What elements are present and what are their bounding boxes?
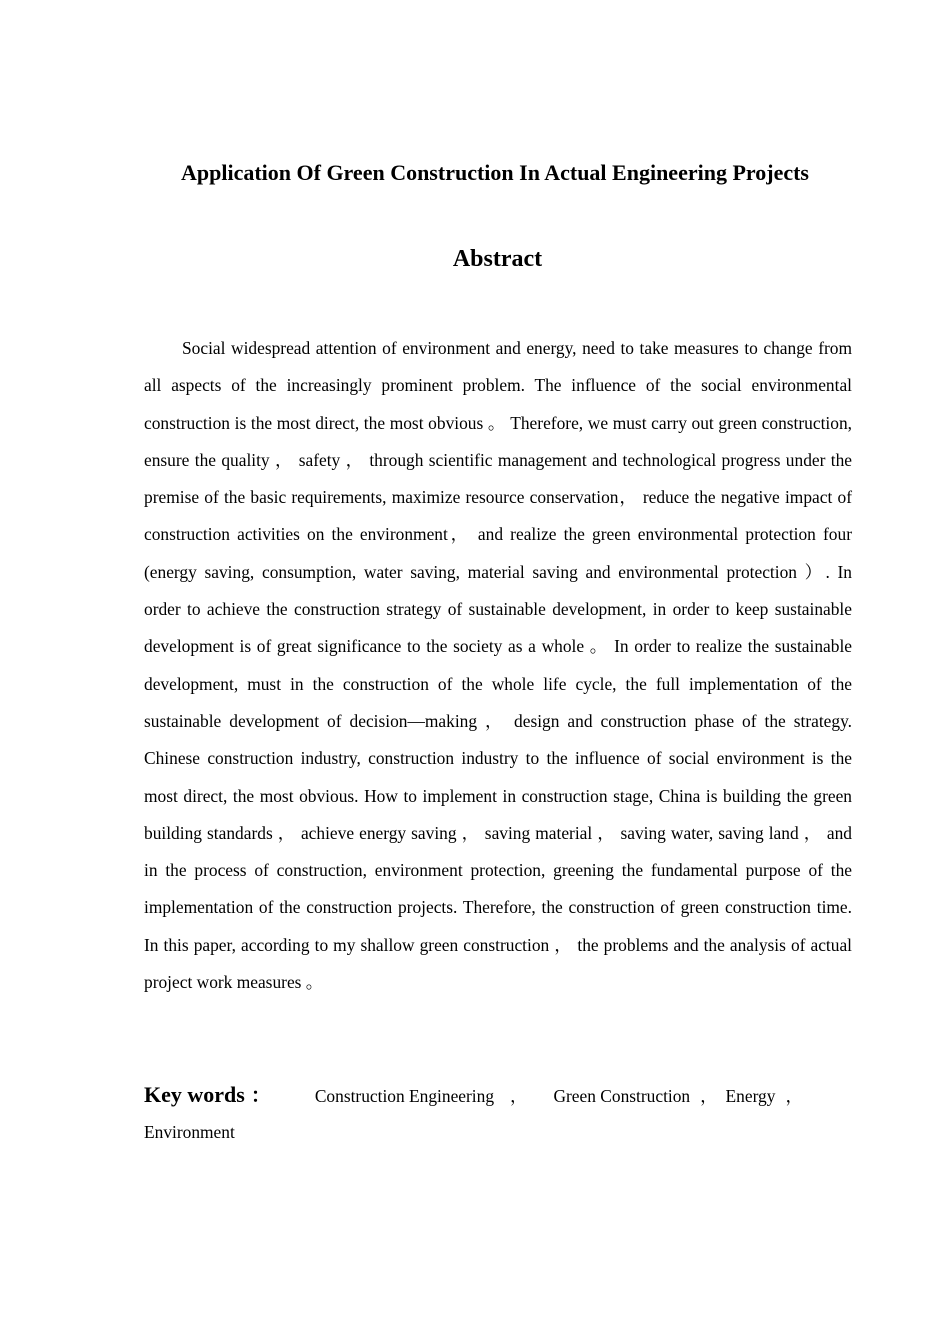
keyword-separator: ， [785, 1086, 803, 1106]
keyword-separator: ， [700, 1086, 718, 1106]
document-title: Application Of Green Construction In Actual Engineering Projects [180, 160, 809, 185]
keyword-separator: ， [510, 1086, 528, 1106]
keyword-item: Energy [725, 1086, 776, 1106]
keyword-item: Environment [144, 1122, 235, 1142]
abstract-body: Social widespread attention of environment and energy, need to take measures to change from all aspects of the increasingly prominent problem. The influence of the social environmental construction is the most direct, the most obvious 。 Therefore, we must carry out green construction, ensure the quality ， safety ， through scientific management and technological progress under the premise of the basic requirements, maximize resource conservation， reduce the negative impact of construction activities on the environment， and realize the green environmental protection four (energy saving, consumption, water saving, material saving and environmental protection ）. In order to achieve the construction strategy of sustainable development, in order to keep sustainable development is of great significance to the society as a whole 。 In order to realize the sustainable development, must in the construction of the whole life cycle, the full implementation of the sustainable development of decision—making ， design and construction phase of the strategy. Chinese construction industry, construction industry to the influence of social environment is the most direct, the most obvious. How to implement in construction stage, China is building the green building standards ， achieve energy saving ， saving material ， saving water, saving land ， and in the process of construction, environment protection, greening the fundamental purpose of the implementation of the construction projects. Therefore, the construction of green construction time. In this paper, according to my shallow green construction ， the problems and the analysis of actual project work measures 。 [144, 338, 852, 993]
keyword-item: Green Construction [553, 1086, 691, 1106]
keyword-item: Construction Engineering [314, 1086, 495, 1106]
abstract-heading: Abstract [452, 246, 543, 272]
keywords-label: Key words [144, 1082, 245, 1107]
keywords-colon: ： [250, 1085, 271, 1107]
keywords-line [144, 1077, 852, 1150]
